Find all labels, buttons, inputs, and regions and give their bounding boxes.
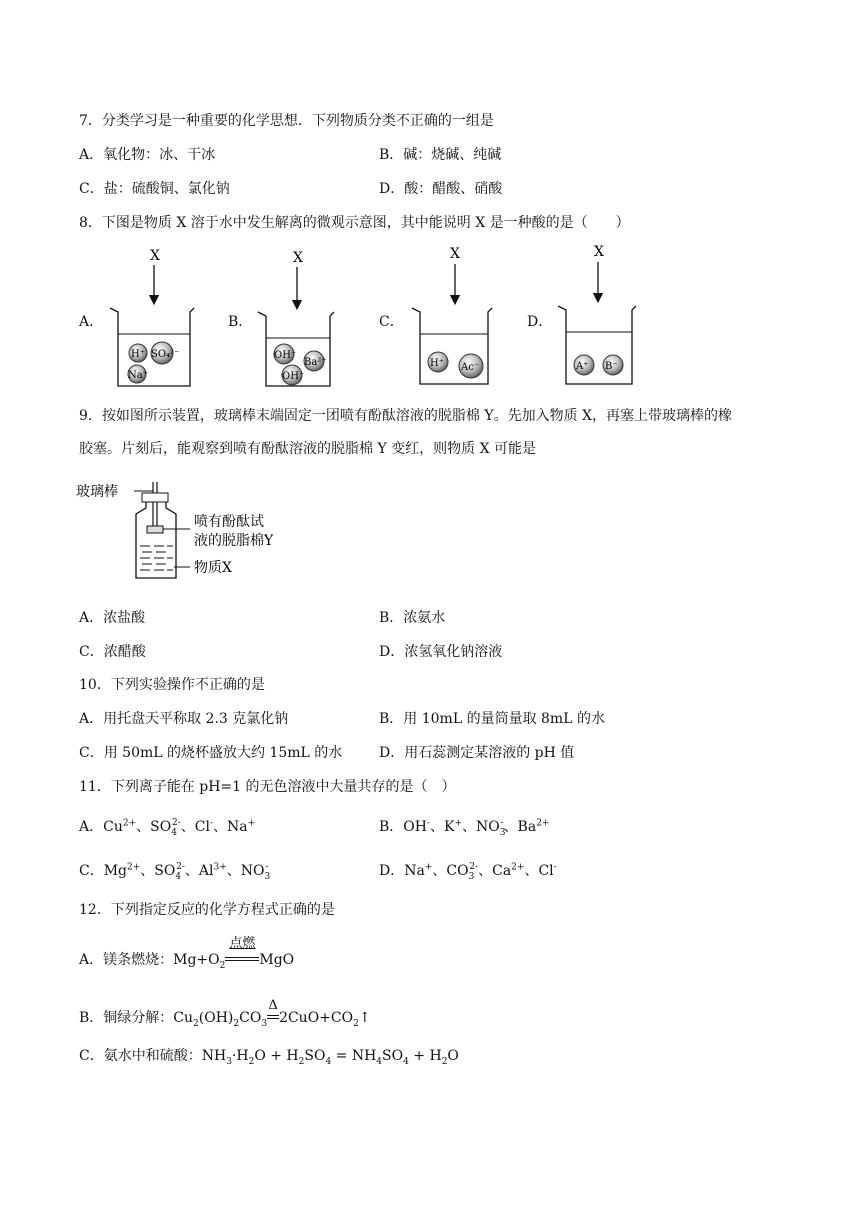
- q9-option-c: C．浓醋酸: [79, 644, 146, 660]
- q12-option-c: C．氨水中和硫酸：$NH_3\cdot H_2O + H_2SO_4 = NH_4SO_4 + H_2O$: [79, 1048, 459, 1067]
- q10-option-b: B．用 10mL 的量筒量取 8mL 的水: [379, 711, 605, 727]
- q9-stem-line1: 9．按如图所示装置，玻璃棒末端固定一团喷有酚酞溶液的脱脂棉 Y。先加入物质 X，再塞上带玻璃棒的橡: [79, 408, 733, 424]
- q9-option-a: A．浓盐酸: [79, 610, 146, 626]
- beaker-b-x: X: [293, 250, 303, 266]
- ion-ac: Ac⁻: [461, 362, 480, 373]
- beaker-a: [110, 248, 194, 386]
- ion-oh-1: OH⁻: [274, 350, 297, 361]
- q8-figure: [0, 240, 860, 390]
- ion-h-c: H⁺: [430, 358, 444, 369]
- q7-option-c: C．盐：硫酸铜、氯化钠: [79, 181, 230, 197]
- fig-substance-label: 物质X: [194, 560, 232, 576]
- beaker-c: [412, 246, 492, 384]
- q10-option-d: D．用石蕊测定某溶液的 pH 值: [379, 745, 575, 761]
- q8-label-b: B．: [228, 314, 253, 330]
- q11-option-c: C．$Mg^{2+}$、$SO_4^{2-}$、$Al^{3+}$、$NO_3^-$: [79, 862, 271, 882]
- q12-stem: 12．下列指定反应的化学方程式正确的是: [79, 902, 335, 918]
- q9-option-d: D．浓氢氧化钠溶液: [379, 644, 503, 660]
- q11-option-b: B．OH-、K+、$NO_3^-$、$Ba^{2+}$: [379, 818, 550, 838]
- ion-h: H⁺: [131, 349, 145, 360]
- beaker-c-x: X: [450, 246, 460, 262]
- q8-label-d: D．: [527, 314, 553, 330]
- beaker-d-x: X: [594, 244, 604, 260]
- beaker-b: [258, 250, 334, 386]
- q10-stem: 10．下列实验操作不正确的是: [79, 677, 265, 693]
- q10-option-a: A．用托盘天平称取 2.3 克氯化钠: [79, 711, 289, 727]
- q12-option-b: B．铜绿分解：$Cu_2(OH)_2CO_3$ Δ $2CuO+CO_2↑$: [79, 998, 371, 1029]
- q12-option-a: A．镁条燃烧：$Mg+O_2$ 点燃 MgO: [79, 936, 295, 971]
- fig-cotton-label-1: 喷有酚酞试: [194, 514, 264, 530]
- q9-apparatus-figure: [70, 478, 350, 588]
- q11-option-a: A．$Cu^{2+}$、$SO_4^{2-}$、Cl-、Na+: [79, 818, 256, 838]
- ion-so4: SO₄²⁻: [151, 349, 180, 360]
- ion-ba: Ba²⁺: [304, 357, 327, 368]
- q8-label-a: A．: [79, 314, 104, 330]
- fig-cotton-label-2: 液的脱脂棉Y: [194, 533, 274, 549]
- q7-option-b: B．碱：烧碱、纯碱: [379, 147, 502, 163]
- ion-na: Na⁺: [128, 370, 148, 381]
- ion-oh-2: OH⁻: [282, 371, 305, 382]
- q7-stem: 7．分类学习是一种重要的化学思想．下列物质分类不正确的一组是: [79, 113, 494, 129]
- fig-rod-label: 玻璃棒: [76, 484, 118, 500]
- q8-label-c: C．: [379, 314, 404, 330]
- beaker-d: [558, 244, 636, 384]
- q8-stem: 8．下图是物质 X 溶于水中发生解离的微观示意图，其中能说明 X 是一种酸的是（ ）: [79, 215, 630, 231]
- q11-option-d: D．Na+、$CO_3^{2-}$、$Ca^{2+}$、Cl-: [379, 862, 557, 882]
- q7-option-a: A．氧化物：冰、干冰: [79, 147, 216, 163]
- q9-option-b: B．浓氨水: [379, 610, 446, 626]
- q10-option-c: C．用 50mL 的烧杯盛放大约 15mL 的水: [79, 745, 343, 761]
- ion-a: A⁺: [576, 361, 589, 372]
- q7-option-d: D．酸：醋酸、硝酸: [379, 181, 503, 197]
- beaker-a-x: X: [150, 248, 160, 264]
- ion-b: B⁻: [605, 361, 618, 372]
- q9-stem-line2: 胶塞。片刻后，能观察到喷有酚酞溶液的脱脂棉 Y 变红，则物质 X 可能是: [79, 441, 537, 457]
- q11-stem: 11．下列离子能在 pH=1 的无色溶液中大量共存的是（ ）: [79, 779, 456, 795]
